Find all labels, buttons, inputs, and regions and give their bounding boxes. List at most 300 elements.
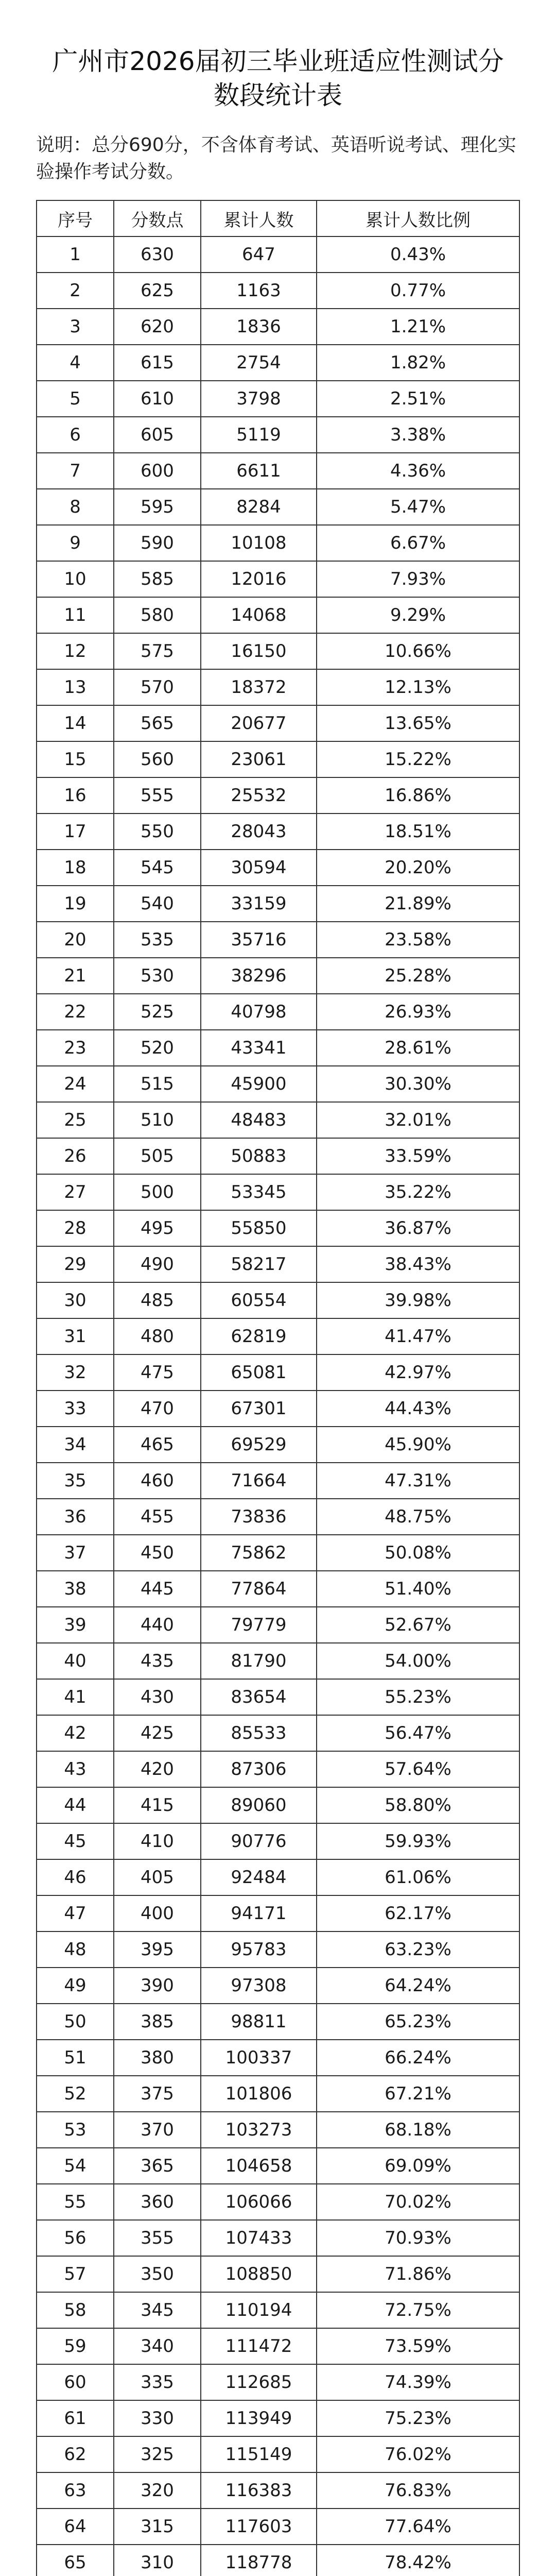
cell-cumulative-ratio: 74.39% — [317, 2364, 519, 2400]
table-row — [37, 1931, 519, 1968]
cell-cumulative-ratio: 38.43% — [317, 1246, 519, 1282]
cell-cumulative-ratio: 51.40% — [317, 1571, 519, 1607]
cell-index: 61 — [37, 2400, 114, 2436]
table-row — [37, 236, 519, 273]
cell-cumulative-count: 81790 — [201, 1643, 317, 1679]
cell-score: 380 — [114, 2040, 201, 2076]
cell-score: 550 — [114, 814, 201, 850]
cell-cumulative-count: 108850 — [201, 2256, 317, 2292]
cell-index: 64 — [37, 2509, 114, 2545]
cell-index: 22 — [37, 994, 114, 1030]
cell-cumulative-count: 48483 — [201, 1102, 317, 1138]
cell-cumulative-ratio: 70.02% — [317, 2184, 519, 2220]
cell-index: 17 — [37, 814, 114, 850]
cell-index: 1 — [37, 236, 114, 273]
cell-index: 3 — [37, 309, 114, 345]
cell-score: 325 — [114, 2436, 201, 2472]
cell-index: 7 — [37, 453, 114, 489]
cell-cumulative-count: 2754 — [201, 345, 317, 381]
cell-index: 2 — [37, 273, 114, 309]
cell-index: 49 — [37, 1968, 114, 2004]
cell-index: 5 — [37, 381, 114, 417]
cell-cumulative-ratio: 55.23% — [317, 1679, 519, 1715]
cell-score: 525 — [114, 994, 201, 1030]
cell-cumulative-count: 107433 — [201, 2220, 317, 2256]
table-row — [37, 1499, 519, 1535]
cell-cumulative-ratio: 20.20% — [317, 850, 519, 886]
cell-index: 48 — [37, 1931, 114, 1968]
table-row — [37, 2364, 519, 2400]
cell-index: 43 — [37, 1751, 114, 1787]
cell-cumulative-ratio: 78.42% — [317, 2545, 519, 2576]
table-row — [37, 273, 519, 309]
cell-index: 6 — [37, 417, 114, 453]
cell-cumulative-ratio: 48.75% — [317, 1499, 519, 1535]
cell-cumulative-count: 23061 — [201, 741, 317, 777]
cell-cumulative-ratio: 26.93% — [317, 994, 519, 1030]
cell-cumulative-count: 90776 — [201, 1823, 317, 1859]
cell-cumulative-ratio: 44.43% — [317, 1391, 519, 1427]
table-row — [37, 2292, 519, 2328]
cell-score: 555 — [114, 777, 201, 814]
cell-cumulative-ratio: 33.59% — [317, 1138, 519, 1174]
cell-score: 375 — [114, 2076, 201, 2112]
cell-score: 610 — [114, 381, 201, 417]
cell-index: 44 — [37, 1787, 114, 1823]
cell-cumulative-ratio: 76.02% — [317, 2436, 519, 2472]
header-cumulative-count: 累计人数 — [201, 200, 317, 236]
table-row — [37, 1463, 519, 1499]
table-row — [37, 1030, 519, 1066]
table-body — [37, 236, 519, 2576]
table-row — [37, 1751, 519, 1787]
cell-cumulative-ratio: 59.93% — [317, 1823, 519, 1859]
cell-score: 320 — [114, 2472, 201, 2509]
cell-cumulative-count: 12016 — [201, 561, 317, 597]
cell-cumulative-count: 104658 — [201, 2148, 317, 2184]
cell-index: 39 — [37, 1607, 114, 1643]
cell-cumulative-ratio: 30.30% — [317, 1066, 519, 1102]
cell-score: 490 — [114, 1246, 201, 1282]
cell-cumulative-count: 1163 — [201, 273, 317, 309]
cell-cumulative-count: 117603 — [201, 2509, 317, 2545]
header-index: 序号 — [37, 200, 114, 236]
cell-cumulative-count: 33159 — [201, 886, 317, 922]
cell-cumulative-ratio: 35.22% — [317, 1174, 519, 1210]
table-header — [37, 200, 519, 236]
cell-cumulative-ratio: 18.51% — [317, 814, 519, 850]
cell-cumulative-ratio: 0.77% — [317, 273, 519, 309]
cell-cumulative-count: 71664 — [201, 1463, 317, 1499]
table-row — [37, 1859, 519, 1895]
table-row — [37, 2400, 519, 2436]
cell-cumulative-count: 67301 — [201, 1391, 317, 1427]
cell-score: 510 — [114, 1102, 201, 1138]
table-row — [37, 1246, 519, 1282]
cell-cumulative-ratio: 9.29% — [317, 597, 519, 633]
cell-index: 26 — [37, 1138, 114, 1174]
cell-score: 520 — [114, 1030, 201, 1066]
cell-cumulative-ratio: 61.06% — [317, 1859, 519, 1895]
cell-score: 395 — [114, 1931, 201, 1968]
cell-score: 600 — [114, 453, 201, 489]
cell-score: 620 — [114, 309, 201, 345]
table-row — [37, 1968, 519, 2004]
cell-cumulative-ratio: 4.36% — [317, 453, 519, 489]
cell-index: 34 — [37, 1427, 114, 1463]
cell-cumulative-count: 62819 — [201, 1318, 317, 1354]
cell-cumulative-count: 89060 — [201, 1787, 317, 1823]
cell-cumulative-ratio: 66.24% — [317, 2040, 519, 2076]
cell-score: 560 — [114, 741, 201, 777]
cell-score: 515 — [114, 1066, 201, 1102]
cell-index: 35 — [37, 1463, 114, 1499]
cell-index: 40 — [37, 1643, 114, 1679]
cell-cumulative-ratio: 64.24% — [317, 1968, 519, 2004]
cell-cumulative-ratio: 32.01% — [317, 1102, 519, 1138]
cell-cumulative-ratio: 68.18% — [317, 2112, 519, 2148]
cell-cumulative-ratio: 1.21% — [317, 309, 519, 345]
cell-cumulative-count: 6611 — [201, 453, 317, 489]
table-header-row — [37, 200, 519, 236]
cell-score: 590 — [114, 525, 201, 561]
cell-index: 53 — [37, 2112, 114, 2148]
table-row — [37, 1102, 519, 1138]
document-note: 说明：总分690分，不含体育考试、英语听说考试、理化实验操作考试分数。 — [36, 134, 516, 182]
cell-cumulative-ratio: 28.61% — [317, 1030, 519, 1066]
cell-cumulative-ratio: 5.47% — [317, 489, 519, 525]
cell-score: 370 — [114, 2112, 201, 2148]
table-row — [37, 2040, 519, 2076]
cell-cumulative-ratio: 2.51% — [317, 381, 519, 417]
cell-index: 31 — [37, 1318, 114, 1354]
cell-cumulative-count: 103273 — [201, 2112, 317, 2148]
cell-cumulative-ratio: 69.09% — [317, 2148, 519, 2184]
cell-cumulative-count: 25532 — [201, 777, 317, 814]
table-row — [37, 597, 519, 633]
cell-cumulative-ratio: 54.00% — [317, 1643, 519, 1679]
cell-cumulative-count: 43341 — [201, 1030, 317, 1066]
cell-cumulative-count: 77864 — [201, 1571, 317, 1607]
cell-index: 20 — [37, 922, 114, 958]
cell-cumulative-ratio: 52.67% — [317, 1607, 519, 1643]
cell-cumulative-count: 110194 — [201, 2292, 317, 2328]
cell-score: 570 — [114, 669, 201, 705]
cell-score: 565 — [114, 705, 201, 741]
cell-cumulative-count: 116383 — [201, 2472, 317, 2509]
cell-cumulative-ratio: 58.80% — [317, 1787, 519, 1823]
cell-cumulative-ratio: 76.83% — [317, 2472, 519, 2509]
header-score: 分数点 — [114, 200, 201, 236]
cell-index: 19 — [37, 886, 114, 922]
cell-cumulative-ratio: 41.47% — [317, 1318, 519, 1354]
cell-index: 38 — [37, 1571, 114, 1607]
table-row — [37, 2184, 519, 2220]
table-row — [37, 2148, 519, 2184]
cell-score: 350 — [114, 2256, 201, 2292]
cell-score: 410 — [114, 1823, 201, 1859]
cell-cumulative-ratio: 71.86% — [317, 2256, 519, 2292]
cell-index: 11 — [37, 597, 114, 633]
cell-index: 28 — [37, 1210, 114, 1246]
cell-cumulative-count: 5119 — [201, 417, 317, 453]
cell-cumulative-count: 1836 — [201, 309, 317, 345]
cell-cumulative-ratio: 73.59% — [317, 2328, 519, 2364]
table-row — [37, 561, 519, 597]
cell-cumulative-count: 106066 — [201, 2184, 317, 2220]
cell-score: 505 — [114, 1138, 201, 1174]
table-row — [37, 2328, 519, 2364]
table-row — [37, 453, 519, 489]
cell-score: 495 — [114, 1210, 201, 1246]
cell-index: 58 — [37, 2292, 114, 2328]
cell-cumulative-count: 73836 — [201, 1499, 317, 1535]
cell-score: 435 — [114, 1643, 201, 1679]
cell-cumulative-ratio: 65.23% — [317, 2004, 519, 2040]
table-row — [37, 489, 519, 525]
table-row — [37, 705, 519, 741]
cell-cumulative-count: 98811 — [201, 2004, 317, 2040]
cell-cumulative-ratio: 25.28% — [317, 958, 519, 994]
cell-cumulative-count: 16150 — [201, 633, 317, 669]
table-row — [37, 2472, 519, 2509]
cell-cumulative-count: 65081 — [201, 1354, 317, 1391]
cell-cumulative-count: 45900 — [201, 1066, 317, 1102]
cell-score: 535 — [114, 922, 201, 958]
cell-index: 52 — [37, 2076, 114, 2112]
cell-cumulative-count: 113949 — [201, 2400, 317, 2436]
cell-score: 355 — [114, 2220, 201, 2256]
cell-score: 335 — [114, 2364, 201, 2400]
cell-cumulative-count: 14068 — [201, 597, 317, 633]
cell-score: 340 — [114, 2328, 201, 2364]
table-row — [37, 2256, 519, 2292]
cell-index: 30 — [37, 1282, 114, 1318]
table-row — [37, 2004, 519, 2040]
cell-cumulative-ratio: 12.13% — [317, 669, 519, 705]
document-title: 广州市2026届初三毕业班适应性测试分数段统计表 — [52, 46, 504, 110]
cell-index: 45 — [37, 1823, 114, 1859]
table-row — [37, 886, 519, 922]
cell-index: 36 — [37, 1499, 114, 1535]
cell-cumulative-count: 60554 — [201, 1282, 317, 1318]
cell-index: 42 — [37, 1715, 114, 1751]
table-row — [37, 2076, 519, 2112]
table-row — [37, 2112, 519, 2148]
table-row — [37, 381, 519, 417]
table-row — [37, 1354, 519, 1391]
cell-cumulative-ratio: 16.86% — [317, 777, 519, 814]
cell-index: 4 — [37, 345, 114, 381]
cell-index: 57 — [37, 2256, 114, 2292]
cell-score: 465 — [114, 1427, 201, 1463]
score-distribution-table — [36, 200, 520, 2576]
table-row — [37, 1607, 519, 1643]
cell-cumulative-ratio: 77.64% — [317, 2509, 519, 2545]
cell-cumulative-count: 115149 — [201, 2436, 317, 2472]
cell-cumulative-count: 79779 — [201, 1607, 317, 1643]
cell-score: 585 — [114, 561, 201, 597]
cell-score: 400 — [114, 1895, 201, 1931]
cell-index: 63 — [37, 2472, 114, 2509]
table-row — [37, 1535, 519, 1571]
table-row — [37, 1318, 519, 1354]
cell-index: 51 — [37, 2040, 114, 2076]
table-row — [37, 633, 519, 669]
cell-score: 310 — [114, 2545, 201, 2576]
cell-cumulative-count: 69529 — [201, 1427, 317, 1463]
table-row — [37, 1391, 519, 1427]
table-row — [37, 958, 519, 994]
table-row — [37, 1282, 519, 1318]
cell-cumulative-ratio: 75.23% — [317, 2400, 519, 2436]
cell-index: 32 — [37, 1354, 114, 1391]
cell-score: 385 — [114, 2004, 201, 2040]
table-row — [37, 1138, 519, 1174]
table-row — [37, 922, 519, 958]
table-row — [37, 1066, 519, 1102]
cell-score: 615 — [114, 345, 201, 381]
cell-cumulative-ratio: 47.31% — [317, 1463, 519, 1499]
cell-index: 37 — [37, 1535, 114, 1571]
cell-score: 360 — [114, 2184, 201, 2220]
table-row — [37, 345, 519, 381]
cell-index: 23 — [37, 1030, 114, 1066]
cell-index: 24 — [37, 1066, 114, 1102]
cell-score: 345 — [114, 2292, 201, 2328]
cell-cumulative-count: 92484 — [201, 1859, 317, 1895]
cell-cumulative-count: 94171 — [201, 1895, 317, 1931]
cell-cumulative-ratio: 70.93% — [317, 2220, 519, 2256]
cell-cumulative-ratio: 63.23% — [317, 1931, 519, 1968]
cell-score: 390 — [114, 1968, 201, 2004]
table-row — [37, 669, 519, 705]
cell-cumulative-ratio: 7.93% — [317, 561, 519, 597]
header-cumulative-ratio: 累计人数比例 — [317, 200, 519, 236]
cell-score: 420 — [114, 1751, 201, 1787]
table-row — [37, 417, 519, 453]
cell-score: 595 — [114, 489, 201, 525]
table-row — [37, 1571, 519, 1607]
cell-score: 475 — [114, 1354, 201, 1391]
cell-cumulative-count: 112685 — [201, 2364, 317, 2400]
cell-score: 625 — [114, 273, 201, 309]
cell-score: 545 — [114, 850, 201, 886]
cell-score: 425 — [114, 1715, 201, 1751]
table-row — [37, 525, 519, 561]
cell-cumulative-count: 40798 — [201, 994, 317, 1030]
cell-cumulative-count: 55850 — [201, 1210, 317, 1246]
cell-cumulative-count: 38296 — [201, 958, 317, 994]
cell-score: 530 — [114, 958, 201, 994]
table-row — [37, 2220, 519, 2256]
cell-index: 10 — [37, 561, 114, 597]
cell-index: 9 — [37, 525, 114, 561]
cell-score: 575 — [114, 633, 201, 669]
cell-score: 455 — [114, 1499, 201, 1535]
cell-score: 415 — [114, 1787, 201, 1823]
cell-index: 46 — [37, 1859, 114, 1895]
cell-score: 580 — [114, 597, 201, 633]
table-row — [37, 1715, 519, 1751]
cell-index: 13 — [37, 669, 114, 705]
cell-index: 55 — [37, 2184, 114, 2220]
cell-score: 440 — [114, 1607, 201, 1643]
cell-score: 480 — [114, 1318, 201, 1354]
cell-index: 21 — [37, 958, 114, 994]
cell-index: 14 — [37, 705, 114, 741]
cell-score: 365 — [114, 2148, 201, 2184]
cell-index: 59 — [37, 2328, 114, 2364]
table-row — [37, 994, 519, 1030]
cell-cumulative-ratio: 45.90% — [317, 1427, 519, 1463]
cell-score: 460 — [114, 1463, 201, 1499]
cell-cumulative-count: 3798 — [201, 381, 317, 417]
cell-cumulative-ratio: 62.17% — [317, 1895, 519, 1931]
cell-index: 54 — [37, 2148, 114, 2184]
cell-cumulative-count: 87306 — [201, 1751, 317, 1787]
cell-score: 540 — [114, 886, 201, 922]
table-row — [37, 1787, 519, 1823]
table-row — [37, 777, 519, 814]
cell-cumulative-count: 58217 — [201, 1246, 317, 1282]
table-row — [37, 1210, 519, 1246]
table-row — [37, 1174, 519, 1210]
cell-score: 330 — [114, 2400, 201, 2436]
cell-cumulative-count: 83654 — [201, 1679, 317, 1715]
table-row — [37, 309, 519, 345]
cell-cumulative-ratio: 50.08% — [317, 1535, 519, 1571]
cell-score: 470 — [114, 1391, 201, 1427]
cell-index: 15 — [37, 741, 114, 777]
cell-cumulative-count: 30594 — [201, 850, 317, 886]
table-row — [37, 1427, 519, 1463]
cell-score: 485 — [114, 1282, 201, 1318]
cell-cumulative-ratio: 0.43% — [317, 236, 519, 273]
cell-cumulative-ratio: 6.67% — [317, 525, 519, 561]
cell-cumulative-ratio: 72.75% — [317, 2292, 519, 2328]
cell-cumulative-ratio: 36.87% — [317, 1210, 519, 1246]
cell-cumulative-ratio: 3.38% — [317, 417, 519, 453]
cell-cumulative-count: 101806 — [201, 2076, 317, 2112]
cell-score: 315 — [114, 2509, 201, 2545]
cell-cumulative-count: 8284 — [201, 489, 317, 525]
cell-cumulative-ratio: 1.82% — [317, 345, 519, 381]
cell-cumulative-ratio: 23.58% — [317, 922, 519, 958]
cell-index: 56 — [37, 2220, 114, 2256]
cell-cumulative-count: 50883 — [201, 1138, 317, 1174]
cell-index: 41 — [37, 1679, 114, 1715]
cell-cumulative-count: 100337 — [201, 2040, 317, 2076]
cell-cumulative-count: 97308 — [201, 1968, 317, 2004]
cell-cumulative-count: 10108 — [201, 525, 317, 561]
cell-cumulative-count: 20677 — [201, 705, 317, 741]
cell-index: 33 — [37, 1391, 114, 1427]
table-row — [37, 2436, 519, 2472]
cell-score: 630 — [114, 236, 201, 273]
table-row — [37, 1679, 519, 1715]
cell-cumulative-count: 111472 — [201, 2328, 317, 2364]
cell-index: 12 — [37, 633, 114, 669]
cell-cumulative-ratio: 42.97% — [317, 1354, 519, 1391]
cell-cumulative-ratio: 13.65% — [317, 705, 519, 741]
cell-index: 47 — [37, 1895, 114, 1931]
table-row — [37, 2545, 519, 2576]
table-row — [37, 741, 519, 777]
cell-index: 27 — [37, 1174, 114, 1210]
cell-cumulative-count: 75862 — [201, 1535, 317, 1571]
cell-cumulative-count: 28043 — [201, 814, 317, 850]
